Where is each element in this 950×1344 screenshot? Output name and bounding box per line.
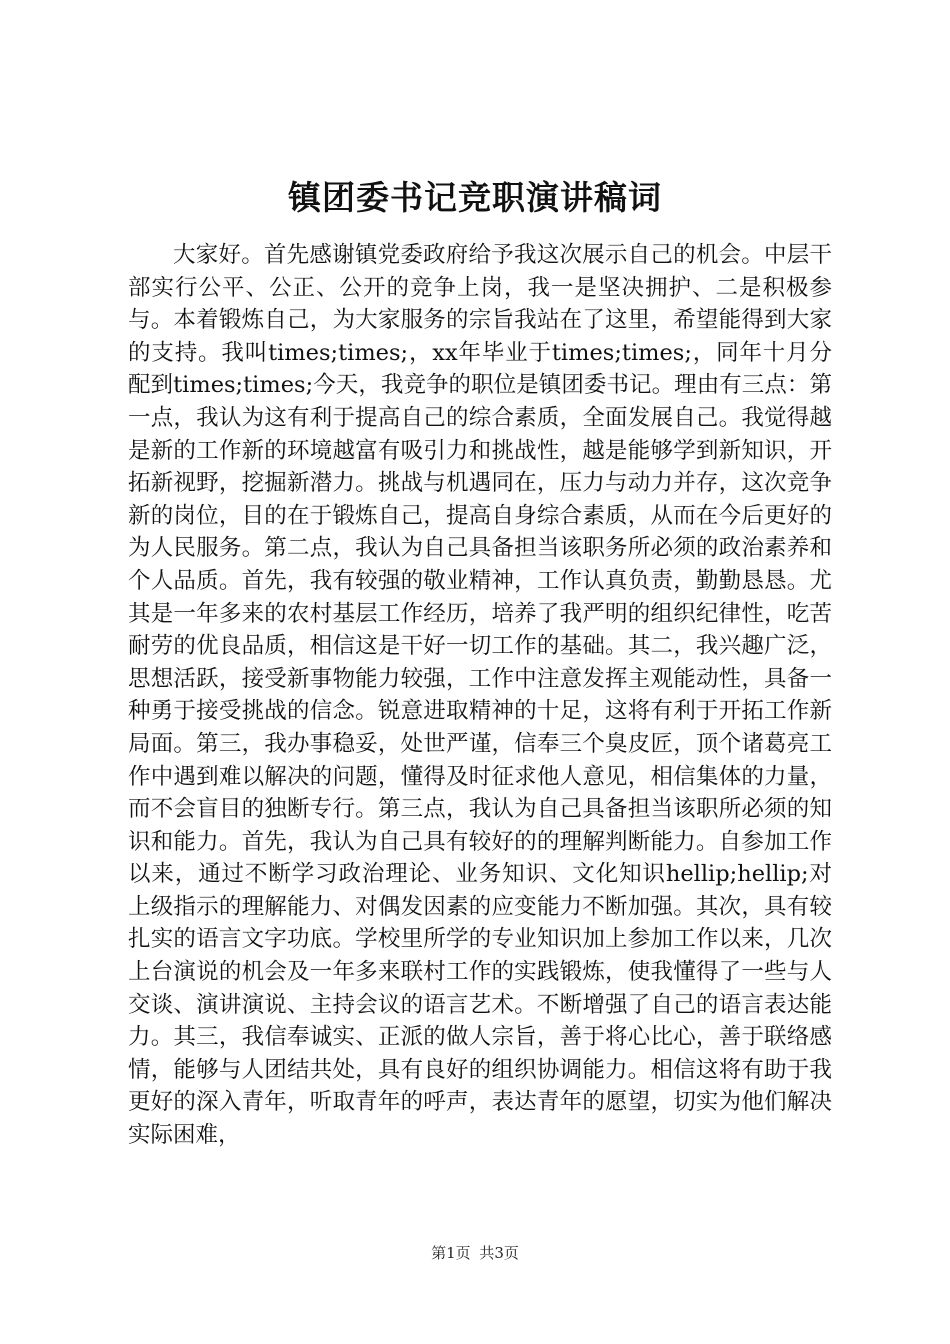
document-body-paragraph: 大家好。首先感谢镇党委政府给予我这次展示自己的机会。中层干部实行公平、公正、公开的竞争上岗，我一是坚决拥护、二是积极参与。本着锻炼自己，为大家服务的宗旨我站在了这里，希望能得到大家的支持。我叫times;times;，xx年毕业于times;times;，同年十月分配到times;times;今天，我竞争的职位是镇团委书记。理由有三点：第一点，我认为这有利于提高自己的综合素质，全面发展自己。我觉得越是新的工作新的环境越富有吸引力和挑战性，越是能够学到新知识，开拓新视野，挖掘新潜力。挑战与机遇同在，压力与动力并存，这次竞争新的岗位，目的在于锻炼自己，提高自身综合素质，从而在今后更好的为人民服务。第二点，我认为自己具备担当该职务所必须的政治素养和个人品质。首先，我有较强的敬业精神，工作认真负责，勤勤恳恳。尤其是一年多来的农村基层工作经历，培养了我严明的组织纪律性，吃苦耐劳的优良品质，相信这是干好一切工作的基础。其二，我兴趣广泛，思想活跃，接受新事物能力较强，工作中注意发挥主观能动性，具备一种勇于接受挑战的信念。锐意进取精神的十足，这将有利于开拓工作新局面。第三，我办事稳妥，处世严谨，信奉三个臭皮匠，顶个诸葛亮工作中遇到难以解决的问题，懂得及时征求他人意见，相信集体的力量，而不会盲目的独断专行。第三点，我认为自己具备担当该职所必须的知识和能力。首先，我认为自己具有较好的的理解判断能力。自参加工作以来，通过不断学习政治理论、业务知识、文化知识hellip;hellip;对上级指示的理解能力、对偶发因素的应变能力不断加强。其次，具有较扎实的语言文字功底。学校里所学的专业知识加上参加工作以来，几次上台演说的机会及一年多来联村工作的实践锻炼，使我懂得了一些与人交谈、演讲演说、主持会议的语言艺术。不断增强了自己的语言表达能力。其三，我信奉诚实、正派的做人宗旨，善于将心比心，善于联络感情，能够与人团结共处，具有良好的组织协调能力。相信这将有助于我更好的深入青年，听取青年的呼声，表达青年的愿望，切实为他们解决实际困难， xyxy=(128,242,832,1149)
document-title: 镇团委书记竞职演讲稿词 xyxy=(288,178,662,217)
page-number-footer: 第1页 共3页 xyxy=(431,1244,519,1262)
